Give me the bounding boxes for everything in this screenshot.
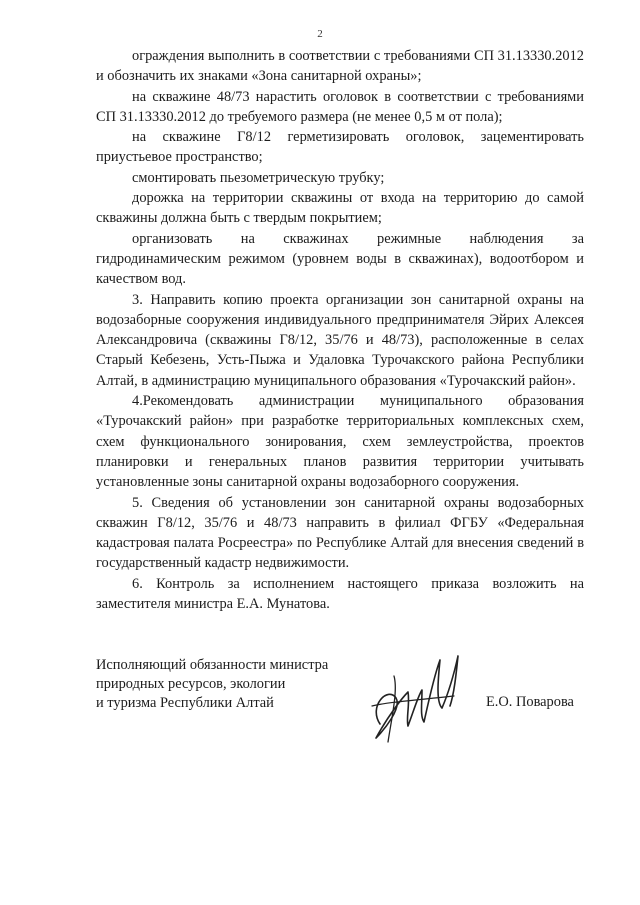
paragraph-item-4: 4.Рекомендовать администрации муниципального образования «Турочакский район» при разработке территориальных комплексных схем, схем функционального зонирования, схем землеустройства, проектов планировки и генеральных планов развития территории учитывать установленные зоны санитарной охраны водозаборного сооружения. [96, 393, 584, 491]
page-number: 2 [317, 28, 323, 40]
handwritten-signature [358, 646, 468, 746]
signer-title-line-3: и туризма Республики Алтай [96, 695, 274, 711]
paragraph-well-48-73: на скважине 48/73 нарастить оголовок в соответствии с требованиями СП 31.13330.2012 до требуемого размера (не менее 0,5 м от пола); [96, 88, 584, 125]
signer-title-line-2: природных ресурсов, экологии [96, 676, 286, 692]
signer-title-line-1: Исполняющий обязанности министра [96, 657, 329, 673]
paragraph-item-5: 5. Сведения об установлении зон санитарной охраны водозаборных скважин Г8/12, 35/76 и 48/73 направить в филиал ФГБУ «Федеральная кадастровая палата Росреестра» по Республике Алтай для внесения сведений в государственный кадастр недвижимости. [96, 494, 584, 572]
paragraph-observations: организовать на скважинах режимные наблюдения за гидродинамическим режимом (уровнем воды в скважинах), водоотбором и качеством вод. [96, 230, 584, 288]
signer-name: Е.О. Поварова [486, 694, 574, 710]
document-body [96, 46, 584, 614]
paragraph-item-3: 3. Направить копию проекта организации зон санитарной охраны на водозаборные сооружения индивидуального предпринимателя Эйрих Алексея Александровича (скважины Г8/12, 35/76 и 48/73), расположенные в селах Старый Кебезень, Усть-Пыжа и Удаловка Турочакского района Республики Алтай, в администрацию муниципального образования «Турочакский район». [96, 291, 584, 389]
paragraph-path: дорожка на территории скважины от входа на территорию до самой скважины должна быть с твердым покрытием; [96, 190, 584, 227]
paragraph-fence-requirements: ограждения выполнить в соответствии с требованиями СП 31.13330.2012 и обозначить их знаками «Зона санитарной охраны»; [96, 48, 584, 85]
signature-block [96, 656, 596, 756]
paragraph-item-6: 6. Контроль за исполнением настоящего приказа возложить на заместителя министра Е.А. Мунатова. [96, 575, 584, 613]
paragraph-piezometric-tube: смонтировать пьезометрическую трубку; [132, 169, 385, 186]
paragraph-well-g8-12: на скважине Г8/12 герметизировать оголовок, зацементировать приустьевое пространство; [96, 129, 584, 166]
